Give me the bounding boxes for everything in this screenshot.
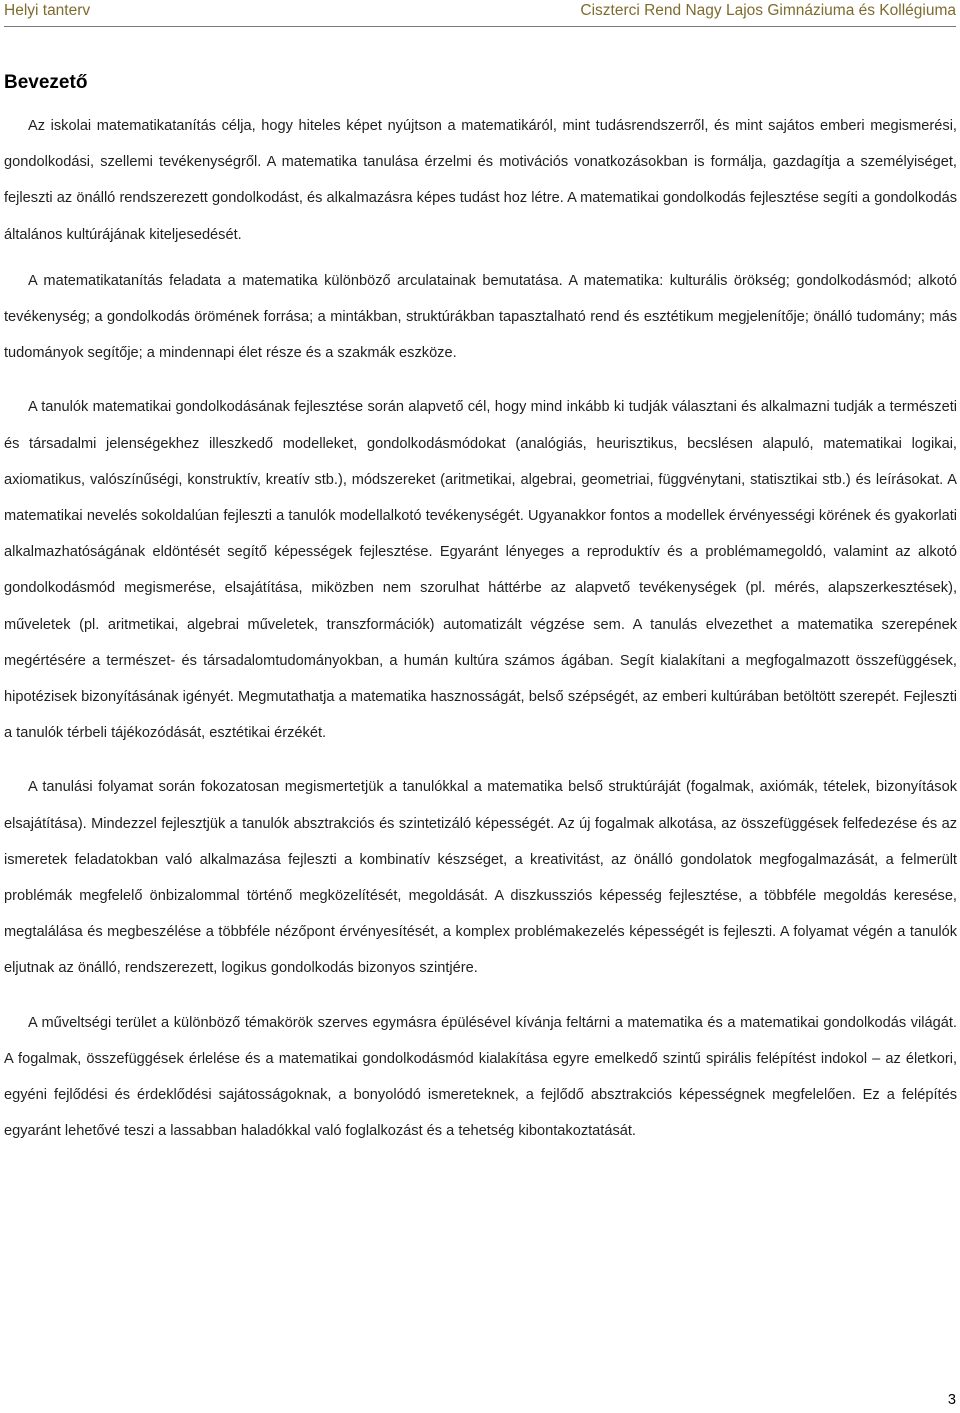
paragraph-3: A tanulók matematikai gondolkodásának fejlesztése során alapvető cél, hogy mind inkább ki tudják választani és alkalmazni tudják a természeti és társadalmi jelenségekhez illeszkedő modelleket, gondolkodásmódokat (analógiás, heurisztikus, becslésen alapuló, matematikai logikai, axiomatikus, valószínűségi, konstruktív, kreatív stb.), módszereket (aritmetikai, algebrai, geometriai, függvénytani, statisztikai stb.) és leírásokat. A matematikai nevelés sokoldalúan fejleszti a tanulók modellalkotó tevékenységét. Ugyanakkor fontos a modellek érvényességi körének és gyakorlati alkalmazhatóságának eldöntését segítő képességek fejlesztése. Egyaránt lényeges a reproduktív és a problémamegoldó, valamint az alkotó gondolkodásmód megismerése, elsajátítása, miközben nem szorulhat háttérbe az alapvető tevékenységek (pl. mérés, alapszerkesztések), műveletek (pl. aritmetikai, algebrai műveletek, transzformációk) automatizált végzése sem. A tanulás elvezethet a matematika szerepének megértésére a természet- és társadalomtudományokban, a humán kultúra számos ágában. Segít kialakítani a megfogalmazott összefüggések, hipotézisek bizonyításának igényét. Megmutathatja a matematika hasznosságát, belső szépségét, az emberi kultúrában betöltött szerepét. Fejleszti a tanulók térbeli tájékozódását, esztétikai érzékét.: [4, 399, 957, 742]
page-number: 3: [947, 1392, 956, 1408]
paragraph-2: A matematikatanítás feladata a matematika különböző arculatainak bemutatása. A matematika: kulturális örökség; gondolkodásmód; alkotó tevékenység; a gondolkodás örömének forrása; a mintákban, struktúrákban tapasztalható rend és esztétikum megjelenítője; önálló tudomány; más tudományok segítője; a mindennapi élet része és a szakmák eszköze.: [4, 272, 957, 362]
body-text: [4, 108, 957, 1167]
paragraph-5: A műveltségi terület a különböző témakörök szerves egymásra épülésével kívánja feltárni a matematika és a matematikai gondolkodás világát. A fogalmak, összefüggések érlelése és a matematikai gondolkodásmód kialakítása egyre emelkedő szintű spirális felépítést indokol – az életkori, egyéni fejlődési és érdeklődési sajátosságoknak, a bonyolódó ismereteknek, a fejlődő absztrakciós képességnek megfelelően. Ez a felépítés egyaránt lehetővé teszi a lassabban haladókkal való foglalkozást és a tehetség kibontakoztatását.: [4, 1014, 957, 1140]
paragraph-4: A tanulási folyamat során fokozatosan megismertetjük a tanulókkal a matematika belső struktúráját (fogalmak, axiómák, tételek, bizonyítások elsajátítása). Mindezzel fejlesztjük a tanulók absztrakciós és szintetizáló képességét. Az új fogalmak alkotása, az összefüggések felfedezése és az ismeretek feladatokban való alkalmazása fejleszti a kombinatív készséget, a kreativitást, az önálló gondolatok megfogalmazását, a felmerült problémák megfelelő önbizalommal történő megközelítését, megoldását. A diszkussziós képesség fejlesztése, a többféle megoldás keresése, megtalálása és megbeszélése a többféle nézőpont érvényesítését, a komplex problémakezelés képességét is fejleszti. A folyamat végén a tanulók eljutnak az önálló, rendszerezett, logikus gondolkodás bizonyos szintjére.: [4, 779, 957, 977]
header-right-institution: Ciszterci Rend Nagy Lajos Gimnáziuma és Kollégiuma: [580, 2, 956, 19]
page-header: [4, 0, 956, 27]
header-left-title: Helyi tanterv: [4, 2, 91, 19]
section-heading: Bevezető: [4, 72, 88, 93]
paragraph-1: Az iskolai matematikatanítás célja, hogy hiteles képet nyújtson a matematikáról, mint tudásrendszerről, és mint sajátos emberi megismerési, gondolkodási, szellemi tevékenységről. A matematika tanulása érzelmi és motivációs vonatkozásokban is formálja, gazdagítja a személyiséget, fejleszti az önálló rendszerezett gondolkodást, és alkalmazásra képes tudást hoz létre. A matematikai gondolkodás fejlesztése segíti a gondolkodás általános kultúrájának kiteljesedését.: [4, 118, 957, 243]
